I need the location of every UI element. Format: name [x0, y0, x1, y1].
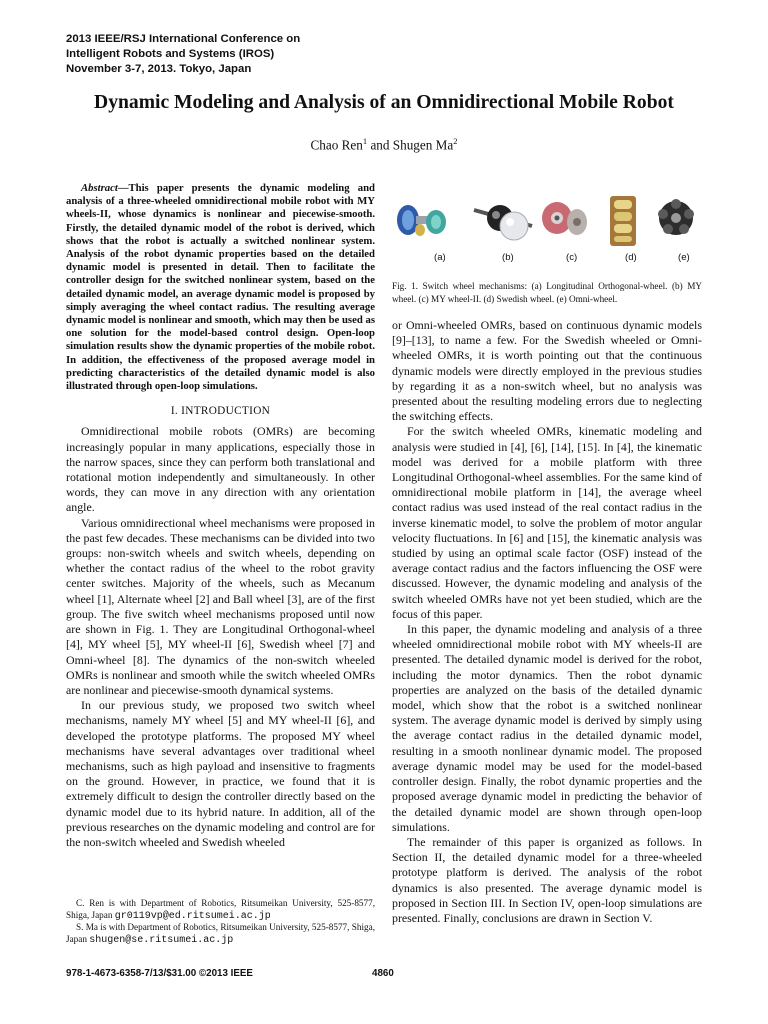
footnote-text: S. Ma is with Department of Robotics, Ritsumeikan University, 525-8577, Shiga, Japan — [66, 922, 375, 944]
my-wheel-icon — [474, 205, 532, 240]
wheel-mechanisms-image — [392, 190, 702, 250]
right-column — [392, 318, 702, 926]
abstract-text: This paper presents the dynamic modeling and analysis of a three-wheeled omnidirectional mobile robot with MY wheels-II, whose dynamics is nonlinear and piecewise-smooth. Firstly, the detailed dynamic model of the robot is derived, which shows that the robot is actually a switched nonlinear system. Analysis of the robot dynamic properties based on the detailed dynamic model is presented in detail. Then to facilitate the controller design for the switched nonlinear system, based on the detailed dynamic model, an average dynamic model is proposed by simply averaging the wheel contact radius. The resulting average dynamic model is nonlinear and smooth, which may then be used as one solution for the model-based control design. Open-loop simulation results show the dynamic properties of the mobile robot. In addition, the effectiveness of the proposed average model in predicting characteristics of the detailed dynamic model is also illustrated through open-loop simulations. — [66, 182, 375, 393]
figure-label: (b) — [502, 252, 514, 263]
figure-label: (e) — [678, 252, 690, 263]
author-list — [0, 136, 768, 153]
author-name: Shugen Ma — [392, 137, 454, 153]
figure-caption: Fig. 1. Switch wheel mechanisms: (a) Longitudinal Orthogonal-wheel. (b) MY wheel. (c) MY wheel-II. (d) Swedish wheel. (e) Omni-wheel. — [392, 281, 702, 304]
body-paragraph: Various omnidirectional wheel mechanisms were proposed in the past few decades. These mechanisms can be divided into two groups: non-switch wheels and switch wheels, depending on whether the contact radius of the wheel to the robot gravity center switches. Majority of the wheels, such as Mecanum wheel [1], Alternate wheel [2] and Ball wheel [3], are of the first group. The five switch wheel mechanisms proposed until now are shown in Fig. 1. They are Longitudinal Orthogonal-wheel [4], MY wheel [5], MY wheel-II [6], Swedish wheel [7] and Omni-wheel [8]. The dynamics of the non-switch wheeled OMRs is nonlinear and smooth while the switch wheeled OMRs are nonlinear and piecewise-smooth dynamical systems. — [66, 515, 375, 697]
swedish-wheel-icon — [610, 196, 636, 246]
footnotes — [66, 898, 375, 946]
figure-label: (a) — [434, 252, 446, 263]
footnote-email[interactable]: gr0119vp@ed.ritsumei.ac.jp — [114, 910, 271, 922]
conference-line: Intelligent Robots and Systems (IROS) — [66, 48, 275, 60]
abstract — [66, 182, 375, 393]
footnote-text: C. Ren is with Department of Robotics, Ritsumeikan University, 525-8577, Shiga, Japan — [66, 898, 375, 920]
figure-1 — [392, 190, 702, 272]
omni-wheel-icon — [658, 199, 694, 235]
figure-label: (c) — [566, 252, 578, 263]
body-paragraph: The remainder of this paper is organized as follows. In Section II, the detailed dynamic model for a three-wheeled prototype platform is derived. The analysis of the robot dynamics is also presented. The average dynamic model is proposed in Section III. In Section IV, open-loop simulations are presented. Finally, conclusions are drawn in Section V. — [392, 834, 702, 925]
body-paragraph: For the switch wheeled OMRs, kinematic modeling and analysis were studied in [4], [6], [14], [15]. In [4], the kinematic model was derived for a mobile platform with three Longitudinal Orthogonal-wheel assemblies. For the same kind of omnidirectional mobile platform in [14], the average wheel contact radius was used instead of the real contact radius in the inverse kinematic model, to solve the problem of motor angular velocity fluctuations. In [6] and [15], the kinematic analysis was studied by using an optimal scale factor (OSF) instead of the average contact radius and the factors influencing the OSF were discussed. However, the dynamic modeling and analysis of the switch wheeled OMRs have not yet been studied, which are the focus of this paper. — [392, 424, 702, 621]
page-number: 4860 — [372, 968, 394, 979]
body-paragraph: Omnidirectional mobile robots (OMRs) are becoming increasingly popular in many applications, especially those in the narrow spaces, since they can perform both translational and rotational motion independently and simultaneously. In other words, they can move in any direction with any orientation angle. — [66, 424, 375, 515]
footnote — [66, 898, 375, 922]
left-column — [66, 182, 375, 850]
my-wheel-ii-icon — [542, 202, 587, 235]
footnote-email[interactable]: shugen@se.ritsumei.ac.jp — [89, 934, 234, 946]
conference-line: 2013 IEEE/RSJ International Conference on — [66, 33, 301, 45]
abstract-dash: — — [117, 182, 129, 194]
abstract-lead: Abstract — [81, 182, 118, 194]
footnote — [66, 922, 375, 946]
figure-label: (d) — [625, 252, 637, 263]
author-conjunction: and — [370, 137, 390, 153]
longitudinal-orthogonal-wheel-icon — [397, 205, 446, 236]
conference-header — [66, 32, 300, 77]
body-paragraph: In this paper, the dynamic modeling and analysis of a three wheeled omnidirectional mobile robot with MY wheels-II are presented. The detailed dynamic model is derived for the robot, including the motor dynamics. Then the robot dynamic properties are analyzed on the basis of the detailed dynamic model, which show that the robot is a switched nonlinear system. The average dynamic model is derived by simply using the average contact radius in the detailed dynamic model, resulting in a smooth nonlinear dynamic model. The proposed average dynamic model may be used for the model-based controller design. Finally, the robot dynamic properties and the proposed average dynamic model in predicting the behavior of the detailed dynamic model are shown through open-loop simulations. — [392, 622, 702, 834]
affiliation-mark: 2 — [453, 136, 458, 146]
isbn-line: 978-1-4673-6358-7/13/$31.00 ©2013 IEEE — [66, 968, 253, 979]
body-paragraph: In our previous study, we proposed two switch wheel mechanisms, namely MY wheel [5] and MY wheel-II [6], and developed the prototype platforms. The proposed MY wheel mechanisms have several advantages over traditional wheel mechanisms, such as high payload and insensitive to fragments on the ground. However, in practice, we found that it is extremely difficult to design the controller directly based on the dynamic model due to its hybrid nature. In addition, all of the previous researches on the dynamic modeling and control are for the non-switch wheeled and Swedish wheeled — [66, 698, 375, 849]
conference-line: November 3-7, 2013. Tokyo, Japan — [66, 63, 252, 75]
author-name: Chao Ren — [310, 137, 363, 153]
section-heading: I. INTRODUCTION — [170, 405, 271, 418]
paper-title: Dynamic Modeling and Analysis of an Omnidirectional Mobile Robot — [94, 92, 674, 113]
affiliation-mark: 1 — [362, 136, 368, 146]
body-paragraph: or Omni-wheeled OMRs, based on continuous dynamic models [9]–[13], to name a few. For the Swedish wheeled or Omni-wheeled OMRs, it is worth pointing out that the continuous dynamic models were directly employed in the previous studies by regarding it as a non-switch wheel, but no analysis was presented about the resulting modeling errors due to neglecting the switching effects. — [392, 318, 702, 424]
